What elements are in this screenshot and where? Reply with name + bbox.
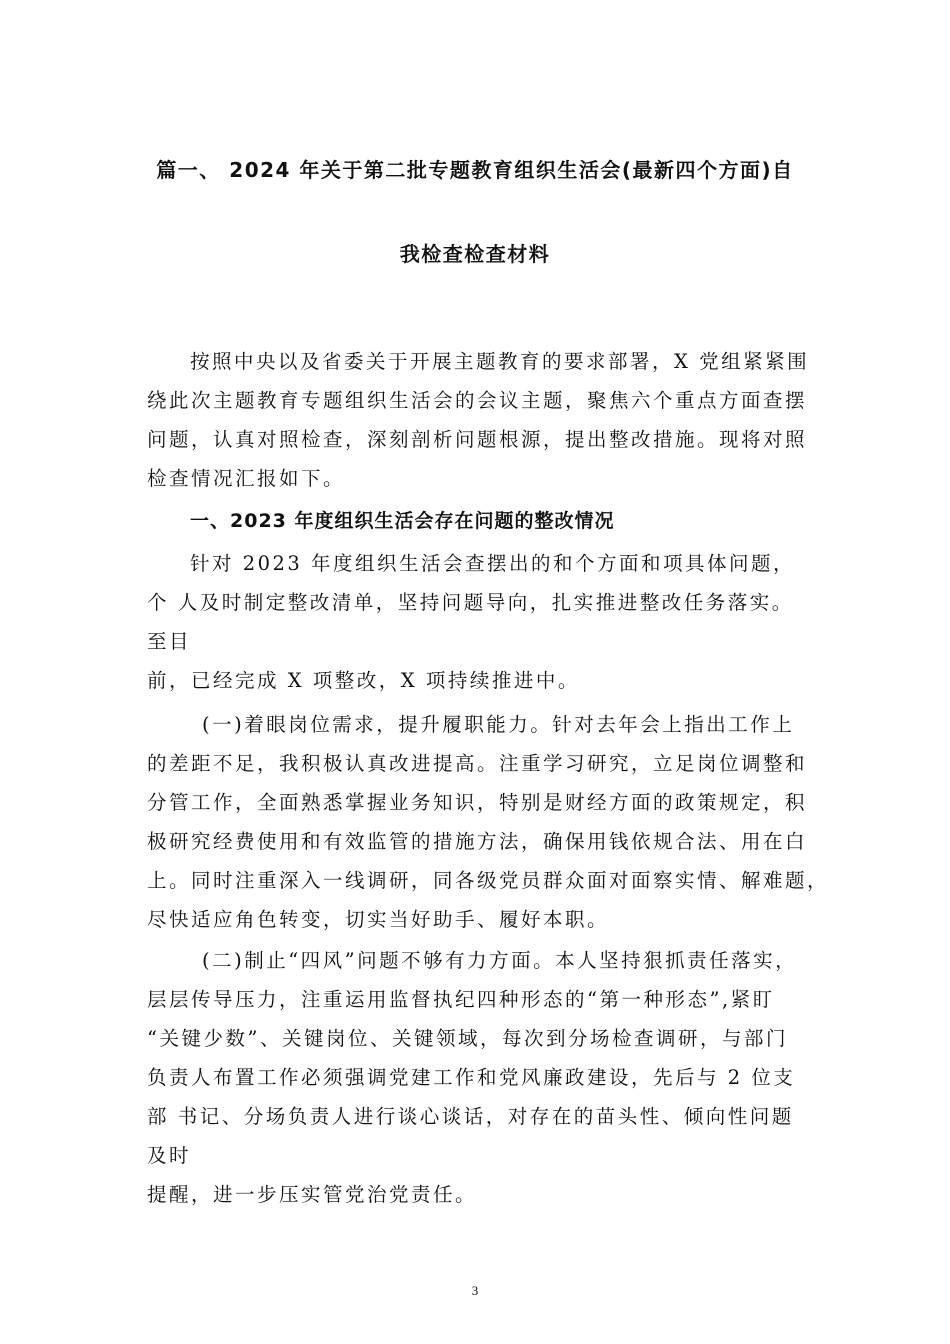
section-para-line: 个 人及时制定整改清单，坚持问题导向，扎实推进整改任务落实。 [147, 591, 794, 614]
item-1-line: 上。同时注重深入一线调研，同各级党员群众面对面察实情、解难题， [147, 869, 830, 892]
intro-line: 按照中央以及省委关于开展主题教育的要求部署，X 党组紧紧围 [190, 350, 810, 373]
item-2-line: 部 书记、分场负责人进行谈心谈话，对存在的苗头性、倾向性问题 [147, 1105, 794, 1128]
page-number: 3 [471, 1283, 479, 1298]
item-1-line: 尽快适应角色转变，切实当好助手、履好本职。 [147, 908, 610, 931]
item-2-line: (二)制止“四风”问题不够有力方面。本人坚持狠抓责任落实， [202, 949, 798, 972]
section-para-line: 前，已经完成 X 项整改，X 项持续推进中。 [147, 669, 580, 692]
document-title-line-2: 我检查检查材料 [399, 242, 551, 266]
item-2-line: 负责人布置工作必须强调党建工作和党风廉政建设，先后与 2 位支 [147, 1066, 796, 1089]
item-2-line: “关键少数”、关键岗位、关键领域，每次到分场检查调研，与部门 [147, 1027, 788, 1050]
item-2-line: 及时 [147, 1144, 192, 1167]
item-2-line: 层层传导压力，注重运用监督执纪四种形态的“第一种形态”,紧盯 [147, 988, 775, 1011]
section-para-line: 至目 [147, 630, 192, 653]
intro-line: 问题，认真对照检查，深刻剖析问题根源，提出整改措施。现将对照 [147, 428, 808, 451]
section-para-line: 针对 2023 年度组织生活会查摆出的和个方面和项具体问题， [190, 552, 796, 575]
item-2-line: 提醒，进一步压实管党治党责任。 [147, 1183, 478, 1206]
document-title-line-1: 篇一、 2024 年关于第二批专题教育组织生活会(最新四个方面)自 [156, 158, 794, 182]
intro-line: 绕此次主题教育专题组织生活会的会议主题，聚焦六个重点方面查摆 [147, 389, 808, 412]
item-1-line: 极研究经费使用和有效监管的措施方法，确保用钱依规合法、用在白 [147, 830, 808, 853]
intro-line: 检查情况汇报如下。 [147, 467, 346, 490]
item-1-line: 分管工作，全面熟悉掌握业务知识，特别是财经方面的政策规定，积 [147, 791, 808, 814]
section-heading: 一、2023 年度组织生活会存在问题的整改情况 [190, 510, 615, 532]
item-1-line: 的差距不足，我积极认真改进提高。注重学习研究，立足岗位调整和 [147, 752, 808, 775]
item-1-line: (一)着眼岗位需求，提升履职能力。针对去年会上指出工作上 [202, 713, 795, 736]
